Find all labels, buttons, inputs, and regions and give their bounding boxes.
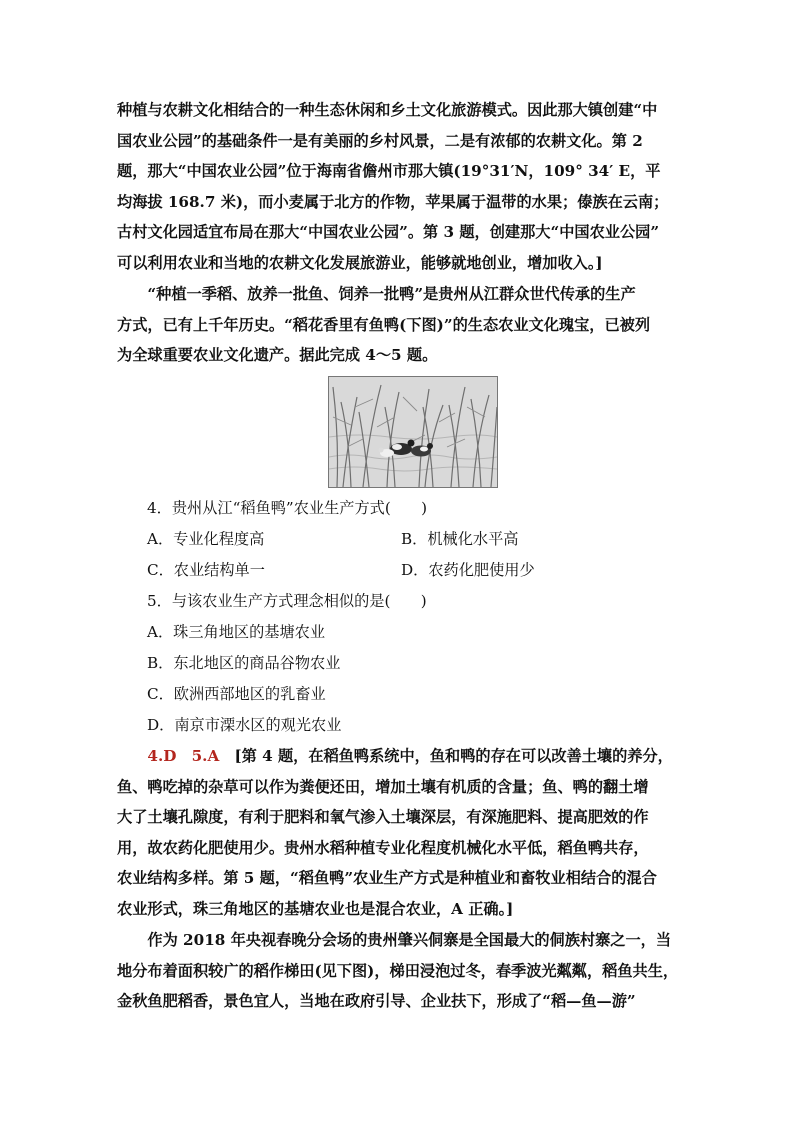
text-line: 农业形式，珠三角地区的基塘农业也是混合农业，A 正确。] xyxy=(117,899,514,918)
material-intro-4-5 xyxy=(117,279,682,371)
text-line: 古村文化园适宜布局在那大“中国农业公园”。第 3 题，创建那大“中国农业公园” xyxy=(117,223,660,241)
text-line: 均海拔 168.7 米)，而小麦属于北方的作物，苹果属于温带的水果；傣族在云南； xyxy=(117,192,669,211)
question-5-option-b: B．东北地区的商品谷物农业 xyxy=(147,654,341,672)
text-line: 可以利用农业和当地的农耕文化发展旅游业，能够就地创业，增加收入。] xyxy=(117,253,603,272)
text-line: 题，那大“中国农业公园”位于海南省儋州市那大镇(19°31′N，109° 34′ E，平 xyxy=(117,162,661,180)
material-intro-next xyxy=(117,925,682,1017)
text-line: 国农业公园”的基础条件一是有美丽的乡村风景，二是有浓郁的农耕文化。第 2 xyxy=(117,131,643,150)
text-line: 种植与农耕文化相结合的一种生态休闲和乡土文化旅游模式。因此那大镇创建“中 xyxy=(117,101,658,119)
text-line: 作为 2018 年央视春晚分会场的贵州肇兴侗寨是全国最大的侗族村寨之一，当 xyxy=(147,931,672,949)
rice-field-icon xyxy=(329,377,497,487)
question-5-option-c: C．欧洲西部地区的乳畜业 xyxy=(147,685,326,703)
answer-explanation-1-3 xyxy=(117,95,682,278)
question-4-stem: 4．贵州从江“稻鱼鸭”农业生产方式( ) xyxy=(147,499,428,517)
question-4-option-b: B．机械化水平高 xyxy=(401,530,519,548)
text-line: 用，故农药化肥使用少。贵州水稻种植专业化程度机械化水平低，稻鱼鸭共存， xyxy=(117,838,649,857)
question-5-option-a: A．珠三角地区的基塘农业 xyxy=(147,623,326,641)
text-line: [第 4 题，在稻鱼鸭系统中，鱼和鸭的存在可以改善土壤的养分， xyxy=(234,747,673,765)
text-line: 鱼、鸭吃掉的杂草可以作为粪便还田，增加土壤有机质的含量；鱼、鸭的翻土增 xyxy=(117,777,649,796)
question-4-option-d: D．农药化肥使用少 xyxy=(401,561,535,579)
text-line: 金秋鱼肥稻香，景色宜人，当地在政府引导、企业扶下，形成了“稻—鱼—游” xyxy=(117,992,636,1010)
text-line: 农业结构多样。第 5 题，“稻鱼鸭”农业生产方式是种植业和畜牧业相结合的混合 xyxy=(117,869,657,887)
text-line: 大了土壤孔隙度，有利于肥料和氧气渗入土壤深层，有深施肥料、提高肥效的作 xyxy=(117,808,649,826)
question-5-stem: 5．与该农业生产方式理念相似的是( ) xyxy=(147,592,427,610)
question-4-option-a: A．专业化程度高 xyxy=(147,530,265,548)
answer-explanation-4-5 xyxy=(117,741,682,924)
rice-fish-duck-photo xyxy=(328,376,498,488)
text-line xyxy=(117,741,682,772)
text-line: 地分布着面积较广的稻作梯田(见下图)，梯田浸泡过冬，春季波光粼粼，稻鱼共生， xyxy=(117,961,679,980)
text-line: 为全球重要农业文化遗产。据此完成 4～5 题。 xyxy=(117,346,438,364)
text-line: 方式，已有上千年历史。“稻花香里有鱼鸭(下图)”的生态农业文化瑰宝，已被列 xyxy=(117,315,651,334)
answer-key: 4.D 5.A xyxy=(147,747,220,765)
text-line: “种植一季稻、放养一批鱼、饲养一批鸭”是贵州从江群众世代传承的生产 xyxy=(147,285,636,303)
question-5-option-d: D．南京市溧水区的观光农业 xyxy=(147,716,342,734)
question-4-option-c: C．农业结构单一 xyxy=(147,561,265,579)
